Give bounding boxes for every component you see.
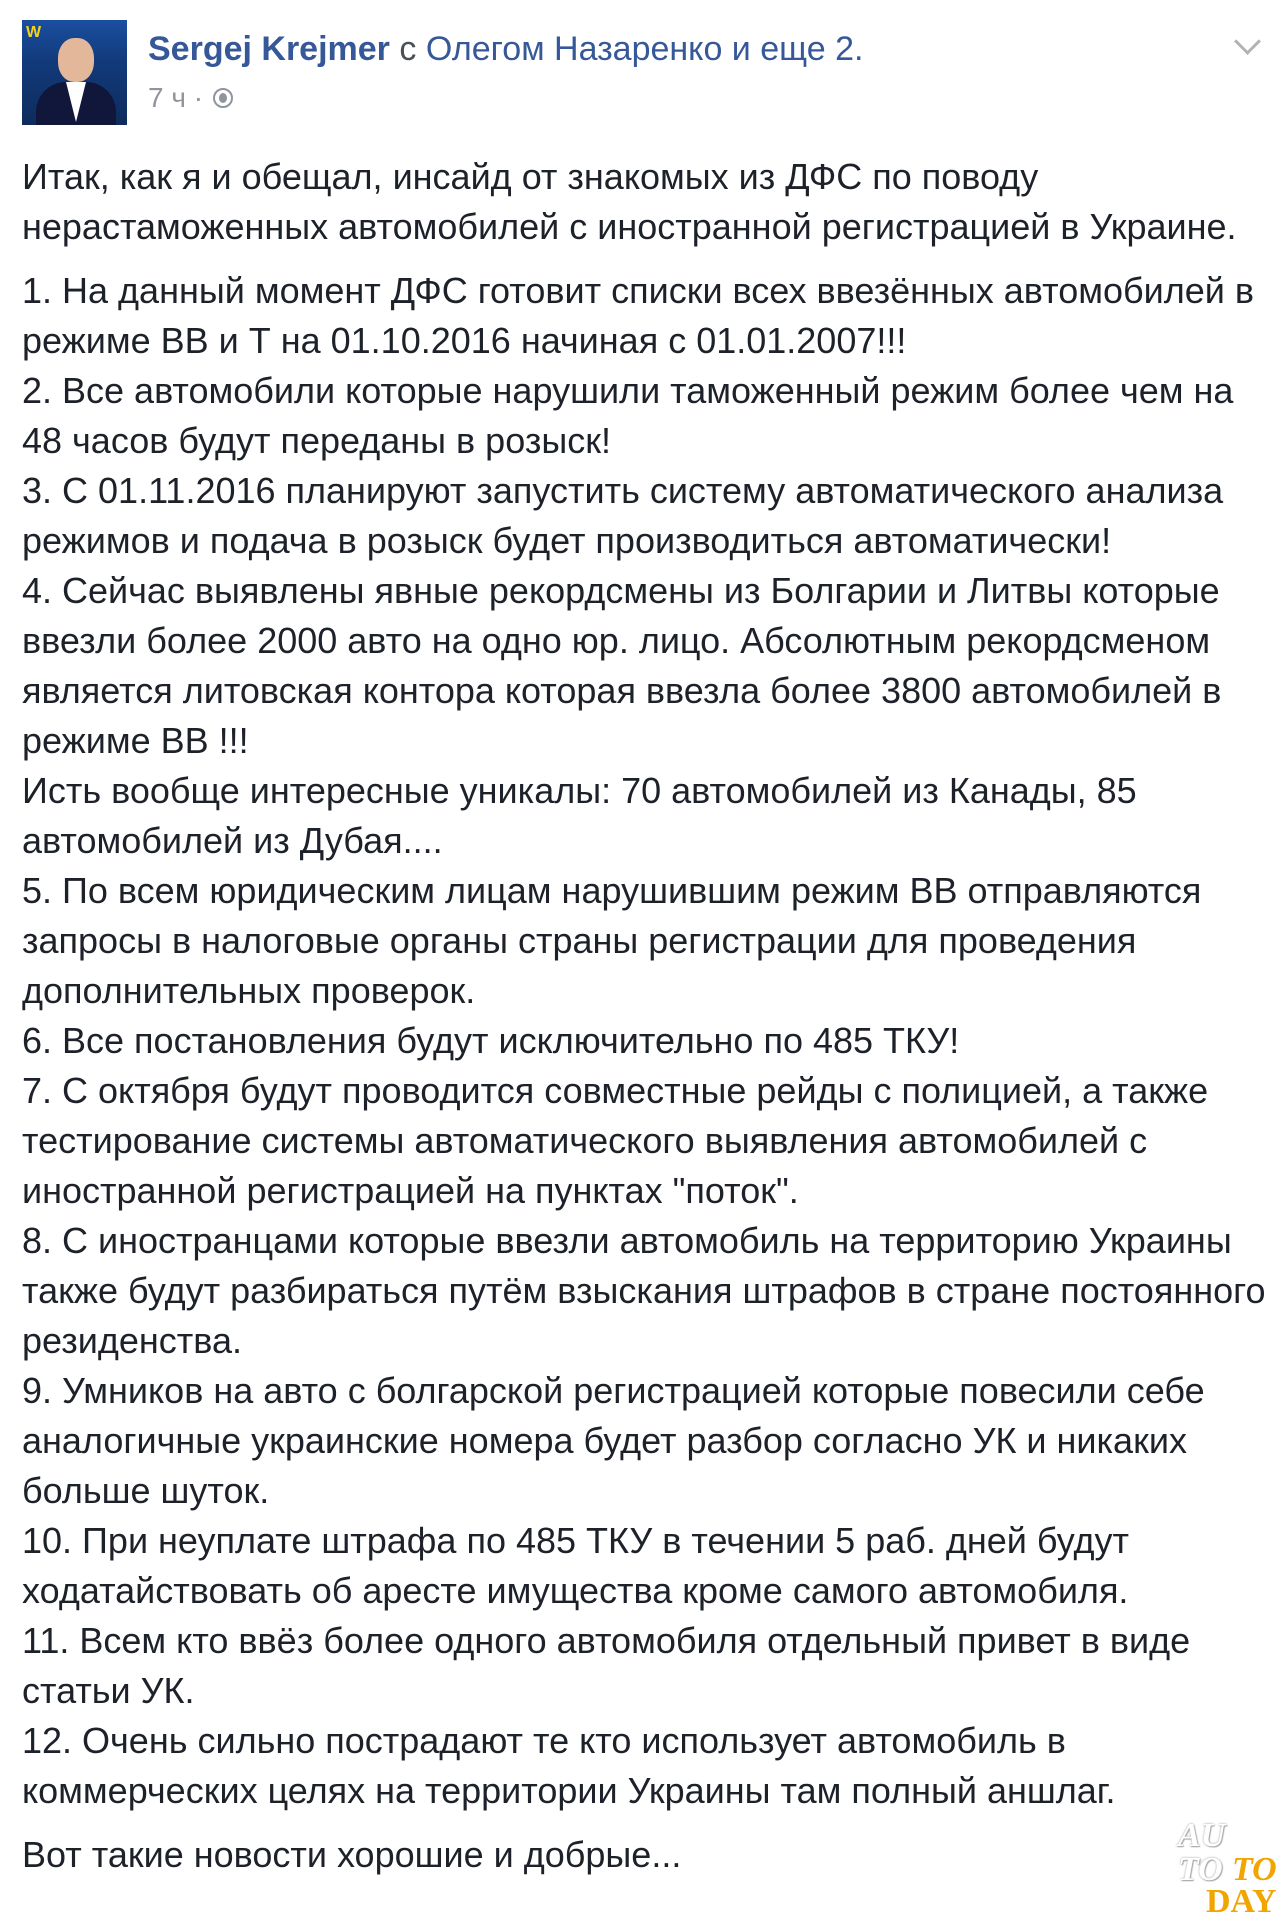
watermark-to-2: TO	[1232, 1851, 1277, 1888]
post-item: 5. По всем юридическим лицам нарушившим режим ВВ отправляются запросы в налоговые органы страны регистрации для проведения дополнительных проверок.	[22, 870, 1202, 1011]
tagged-people-link[interactable]: Олегом Назаренко и еще 2.	[425, 30, 864, 68]
post-intro: Итак, как я и обещал, инсайд от знакомых из ДФС по поводу нерастаможенных автомобилей с иностранной регистрацией в Украине.	[22, 156, 1237, 247]
avatar-logo: W	[26, 24, 42, 41]
watermark-to-1: TO	[1178, 1851, 1223, 1888]
post-item: 4. Сейчас выявлены явные рекордсмены из Болгарии и Литвы которые ввезли более 2000 авто на одно юр. лицо. Абсолютным рекордсменом является литовская контора которая ввезла более 3800 автомобилей в режиме ВВ !!!	[22, 570, 1222, 761]
post-item: 10. При неуплате штрафа по 485 ТКУ в течении 5 раб. дней будут ходатайствовать об аресте имущества кроме самого автомобиля.	[22, 1520, 1130, 1611]
watermark-au: AU	[1178, 1817, 1226, 1854]
post-item: 1. На данный момент ДФС готовит списки всех ввезённых автомобилей в режиме ВВ и Т на 01.10.2016 начиная с 01.01.2007!!!	[22, 270, 1254, 361]
post-item: 7. С октября будут проводится совместные рейды с полицией, а также тестирование системы автоматического выявления автомобилей с иностранной регистрацией на пунктах "поток".	[22, 1070, 1209, 1211]
globe-icon[interactable]	[213, 88, 233, 108]
avatar-head	[58, 38, 94, 82]
post-item: 8. С иностранцами которые ввезли автомобиль на территорию Украины также будут разбираться путём взыскания штрафов в стране постоянного резиденства.	[22, 1220, 1266, 1361]
watermark-day: DAY	[1206, 1883, 1277, 1920]
post-item: 12. Очень сильно пострадают те кто использует автомобиль в коммерческих целях на территории Украины там полный аншлаг.	[22, 1720, 1116, 1811]
post-item: 11. Всем кто ввёз более одного автомобиля отдельный привет в виде статьи УК.	[22, 1620, 1191, 1711]
chevron-down-icon[interactable]	[1234, 28, 1261, 55]
post-meta	[148, 80, 233, 116]
post-item: 9. Умников на авто с болгарской регистрацией которые повесили себе аналогичные украинские номера будет разбор согласно УК и никаких больше шуток.	[22, 1370, 1205, 1511]
author-name-link[interactable]: Sergej Krejmer	[148, 30, 390, 68]
post-outro: Вот такие новости хорошие и добрые...	[22, 1834, 682, 1875]
post-item: 3. С 01.11.2016 планируют запустить систему автоматического анализа режимов и подача в розыск будет производиться автоматически!	[22, 470, 1224, 561]
post-item: 2. Все автомобили которые нарушили таможенный режим более чем на 48 часов будут переданы в розыск!	[22, 370, 1234, 461]
with-word: с	[389, 30, 426, 68]
post-body	[22, 152, 1272, 1880]
post-item: 6. Все постановления будут исключительно по 485 ТКУ!	[22, 1020, 960, 1061]
post-header	[148, 26, 863, 72]
post-item: Исть вообще интересные уникалы: 70 автомобилей из Канады, 85 автомобилей из Дубая....	[22, 770, 1137, 861]
autotoday-watermark	[1178, 1818, 1278, 1918]
avatar[interactable]	[22, 20, 127, 125]
post-timestamp[interactable]: 7 ч ·	[148, 82, 204, 113]
